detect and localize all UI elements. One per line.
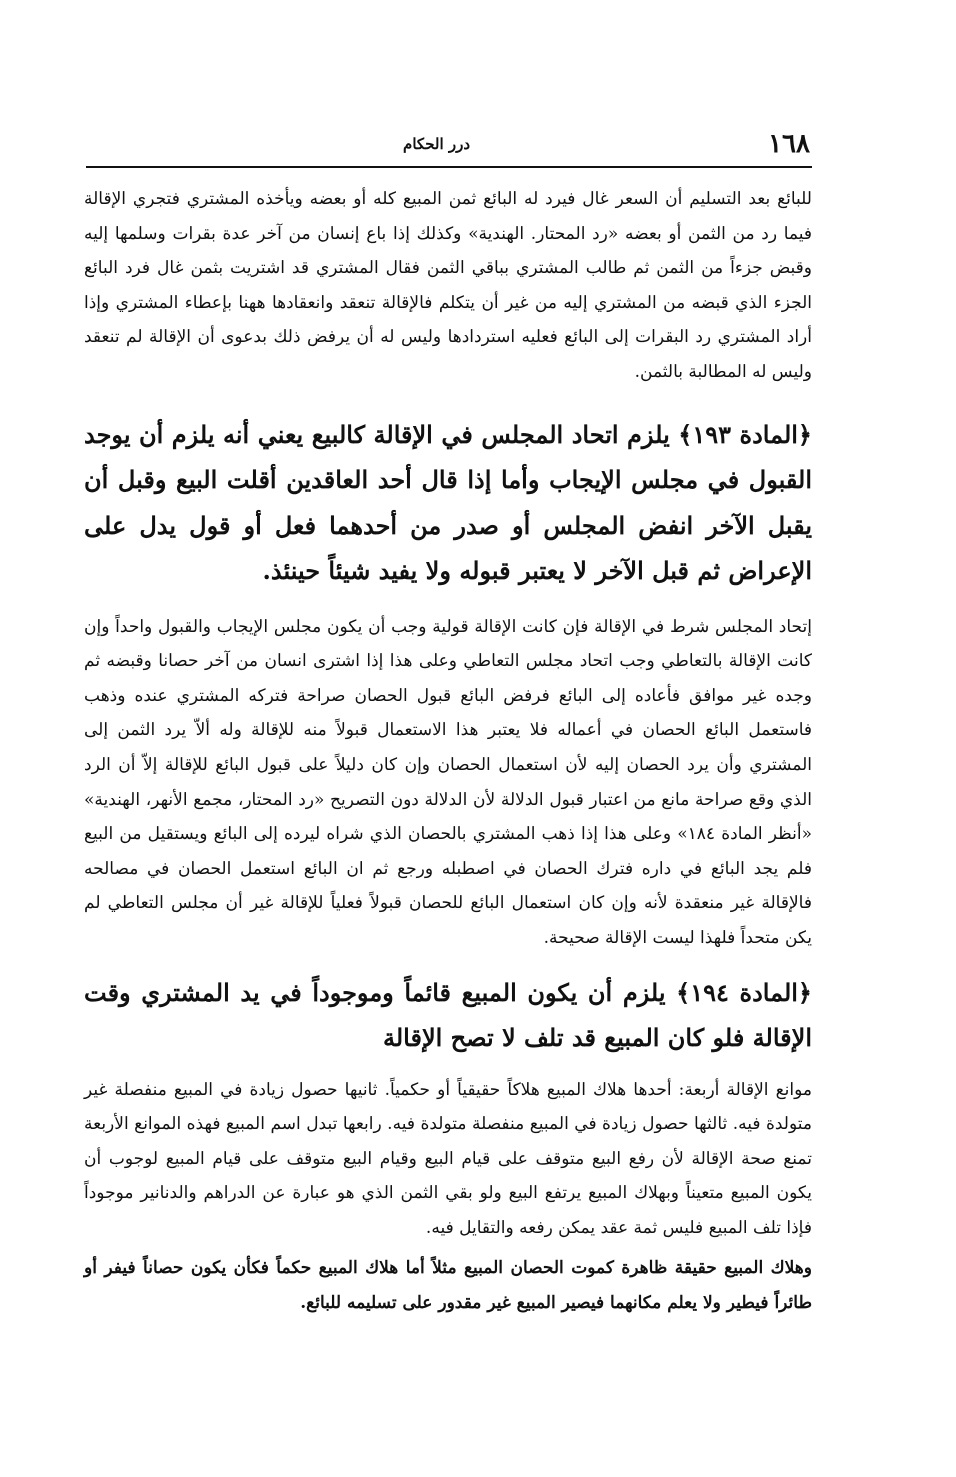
page-body: [84, 182, 812, 1321]
running-title: درر الحكام: [403, 135, 470, 153]
commentary-paragraph-2: إتحاد المجلس شرط في الإقالة فإن كانت الإقالة قولية وجب أن يكون مجلس الإيجاب والقبول واحداً وإن كانت الإقالة بالتعاطي وجب اتحاد مجلس التعاطي وعلى هذا إذا اشترى انسان من آخر حصانا وقبضه ثم وجده غير موافق فأعاده إلى البائع فرفض البائع قبول الحصان صراحة فتركه المشتري عنده وذهب فاستعمل البائع الحصان في أعماله فلا يعتبر هذا الاستعمال قبولاً منه للإقالة وله ألاّ يرد الثمن إلى المشتري وأن يرد الحصان إليه لأن استعمال الحصان وإن كان دليلاً على قبول البائع للإقالة إلاّ أن الرد الذي وقع صراحة مانع من اعتبار قبول الدلالة لأن الدلالة دون التصريح «رد المحتار، مجمع الأنهر، الهندية» «أنظر المادة ١٨٤» وعلى هذا إذا ذهب المشتري بالحصان الذي شراه ليرده إلى البائع ويستقيل من البيع فلم يجد البائع في داره فترك الحصان في اصطبله ورجع ثم ان البائع استعمل الحصان في مصالحه فالإقالة غير منعقدة لأنه وإن كان استعمال البائع للحصان قبولاً فعلياً للإقالة غير أن مجلس التعاطي لم يكن متحداً فلهذا ليست الإقالة صحيحة.: [84, 616, 812, 948]
article-193: ﴿المادة ١٩٣﴾ يلزم اتحاد المجلس في الإقالة كالبيع يعني أنه يلزم أن يوجد القبول في مجلس الإيجاب وأما إذا قال أحد العاقدين أقلت البيع وقبل أن يقبل الآخر انفض المجلس أو صدر من أحدهما فعل أو قول يدل على الإعراض ثم قبل الآخر لا يعتبر قبوله ولا يفيد شيئاً حينئذ.: [84, 419, 812, 586]
commentary-paragraph-3: موانع الإقالة أربعة: أحدها هلاك المبيع هلاكاً حقيقياً أو حكمياً. ثانيها حصول زيادة في المبيع منفصلة غير متولدة فيه. ثالثها حصول زيادة في المبيع منفصلة متولدة فيه. رابعها تبدل اسم المبيع فهذه الموانع الأربعة تمنع صحة الإقالة لأن رفع البيع متوقف على قيام البيع وقيام البيع متوقف على قيام المبيع لوجوب أن يكون المبيع متعيناً وبهلاك المبيع يرتفع البيع ولو بقي الثمن الذي هو عبارة عن الدراهم والدنانير موجوداً فإذا تلف المبيع فليس ثمة عقد يمكن رفعه والتقايل فيه.: [84, 1079, 812, 1238]
commentary-paragraph-1: للبائع بعد التسليم أن السعر غال فيرد له البائع ثمن المبيع كله أو بعضه ويأخذه المشتري فتجري الإقالة فيما رد من الثمن أو بعضه «رد المحتار. الهندية» وكذلك إذا باع إنسان من آخر عدة بقرات وسلمها إليه وقبض جزءاً من الثمن ثم طالب المشتري بباقي الثمن فقال المشتري قد اشتريت بثمن غال فرد البائع الجزء الذي قبضه من المشتري إليه من غير أن يتكلم فالإقالة تنعقد وانعقادها ههنا بإعطاء المشتري وإذا أراد المشتري رد البقرات إلى البائع فعليه استردادها وليس له أن يرفض ذلك بدعوى أن الإقالة لم تنعقد وليس له المطالبة بالثمن.: [84, 189, 812, 382]
page-number: ١٦٨: [768, 129, 810, 159]
page-header: [88, 126, 810, 162]
commentary-paragraph-4: وهلاك المبيع حقيقة ظاهرة كموت الحصان المبيع مثلاً أما هلاك المبيع حكماً فكأن يكون حصاناً فيفر أو طائراً فيطير ولا يعلم مكانهما فيصير المبيع غير مقدور على تسليمه للبائع.: [84, 1258, 812, 1314]
article-194: ﴿المادة ١٩٤﴾ يلزم أن يكون المبيع قائماً وموجوداً في يد المشتري وقت الإقالة فلو كان المبيع قد تلف لا تصح الإقالة: [84, 977, 812, 1052]
header-rule: [86, 166, 812, 168]
